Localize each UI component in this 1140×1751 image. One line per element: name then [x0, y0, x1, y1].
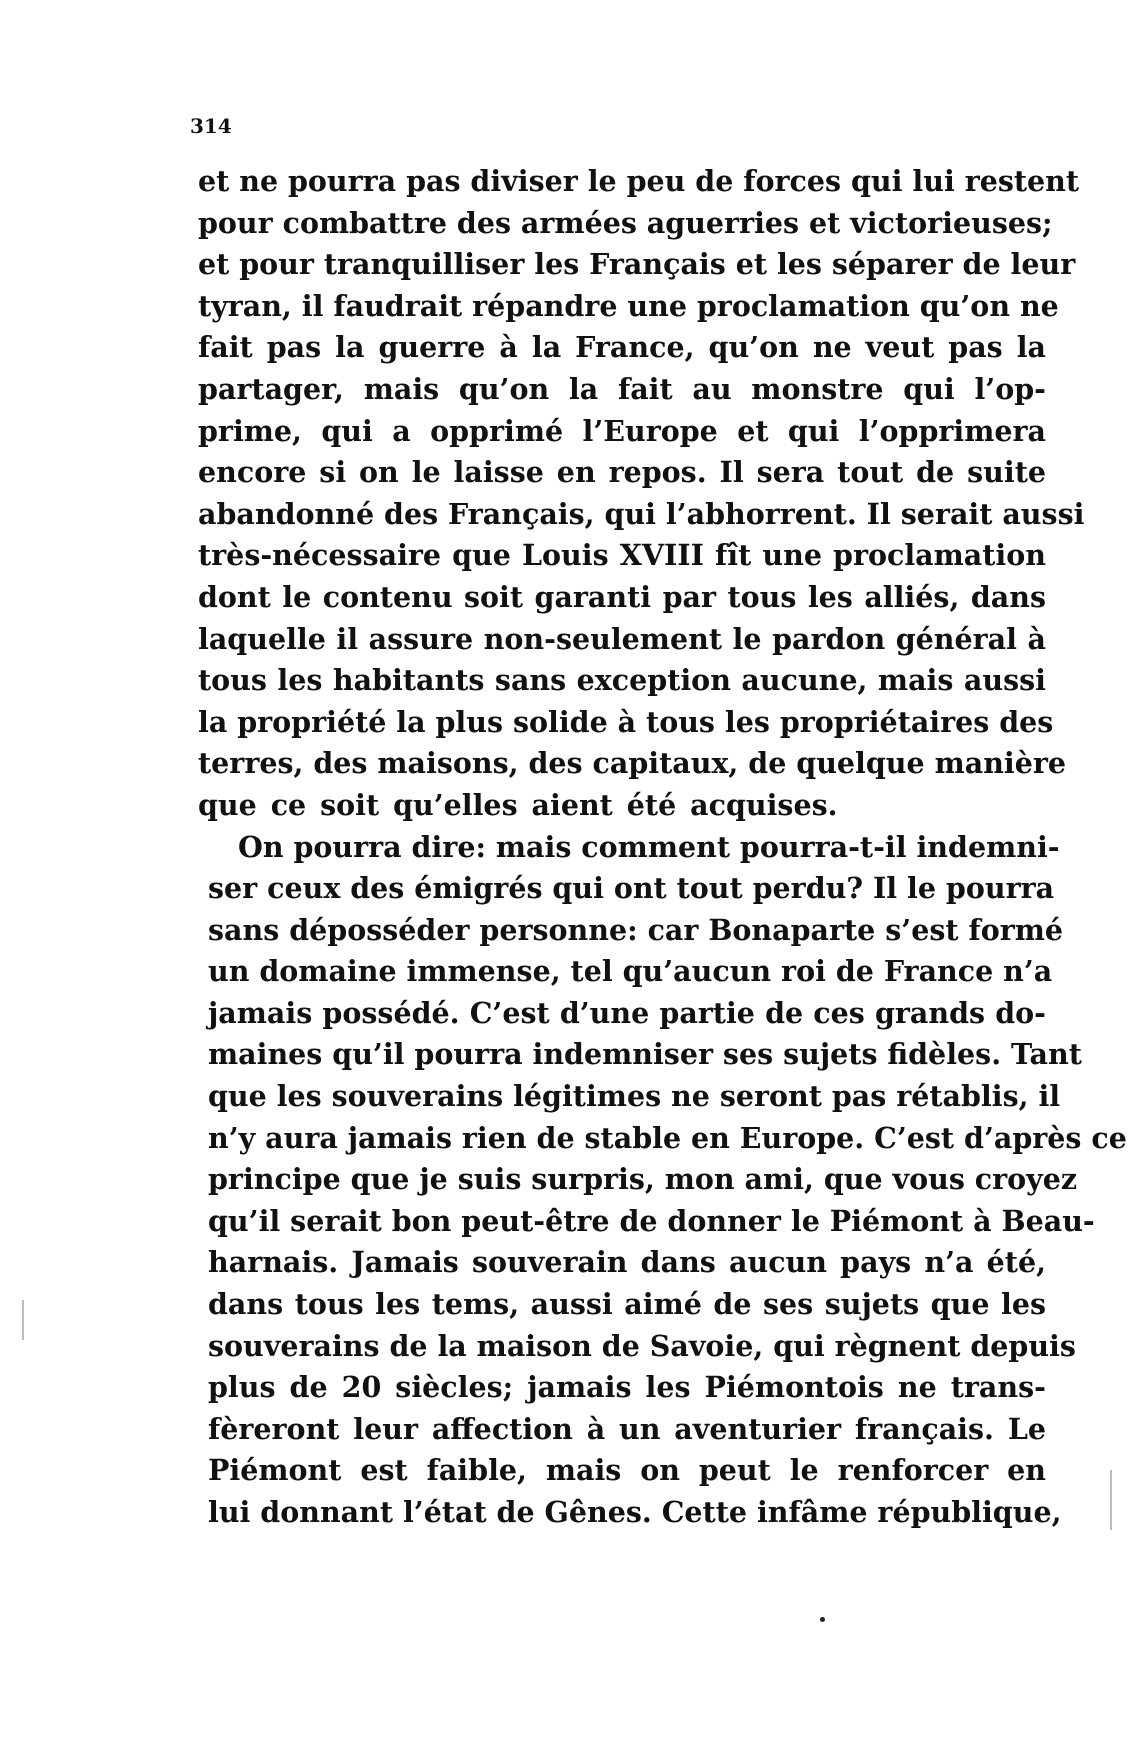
- text-line: principe que je suis surpris, mon ami, que vous croyez: [208, 1162, 1078, 1197]
- text-line: dont le contenu soit garanti par tous les alliés, dans: [198, 579, 1046, 614]
- text-line: partager, mais qu’on la fait au monstre qui l’op-: [198, 371, 1046, 406]
- text-line: maines qu’il pourra indemniser ses sujets fidèles. Tant: [208, 1037, 1082, 1072]
- text-line: prime, qui a opprimé l’Europe et qui l’opprimera: [198, 413, 1046, 448]
- text-line: qu’il serait bon peut-être de donner le Piémont à Beau-: [208, 1203, 1095, 1238]
- paragraph-start-line: On pourra dire: mais comment pourra-t-il indemni-: [238, 829, 1060, 864]
- text-line: que les souverains légitimes ne seront pas rétablis, il: [208, 1079, 1061, 1114]
- text-line: abandonné des Français, qui l’abhorrent. Il serait aussi: [198, 496, 1085, 531]
- text-line: un domaine immense, tel qu’aucun roi de France n’a: [208, 954, 1053, 989]
- text-line: dans tous les tems, aussi aimé de ses sujets que les: [208, 1287, 1046, 1322]
- text-line: n’y aura jamais rien de stable en Europe. C’est d’après ce: [208, 1120, 1127, 1155]
- text-line: tous les habitants sans exception aucune, mais aussi: [198, 663, 1046, 698]
- text-line: la propriété la plus solide à tous les propriétaires des: [198, 704, 1054, 739]
- body-text: [198, 161, 1127, 1534]
- text-line: Piémont est faible, mais on peut le renforcer en: [208, 1453, 1046, 1488]
- text-line: lui donnant l’état de Gênes. Cette infâme république,: [208, 1495, 1062, 1529]
- gutter-mark: [1110, 1470, 1112, 1530]
- paragraph-end-line: que ce soit qu’elles aient été acquises.: [198, 787, 838, 822]
- text-line: plus de 20 siècles; jamais les Piémontois ne trans-: [208, 1370, 1046, 1405]
- text-line: très-nécessaire que Louis XVIII fît une proclamation: [198, 538, 1046, 573]
- page-number: 314: [190, 114, 232, 138]
- text-line: souverains de la maison de Savoie, qui règnent depuis: [208, 1328, 1076, 1363]
- text-line: terres, des maisons, des capitaux, de quelque manière: [198, 746, 1067, 781]
- ink-speck: [820, 1617, 825, 1622]
- text-line: et ne pourra pas diviser le peu de forces qui lui restent: [198, 164, 1080, 198]
- text-line: jamais possédé. C’est d’une partie de ces grands do-: [208, 995, 1046, 1030]
- text-line: fait pas la guerre à la France, qu’on ne veut pas la: [198, 330, 1046, 365]
- text-line: harnais. Jamais souverain dans aucun pays n’a été,: [208, 1245, 1046, 1280]
- text-line: pour combattre des armées aguerries et victorieuses;: [198, 205, 1053, 240]
- text-line: fèreront leur affection à un aventurier français. Le: [208, 1411, 1046, 1446]
- text-line: ser ceux des émigrés qui ont tout perdu? Il le pourra: [208, 871, 1055, 906]
- text-line: sans déposséder personne: car Bonaparte s’est formé: [208, 912, 1064, 947]
- text-line: encore si on le laisse en repos. Il sera tout de suite: [198, 455, 1046, 490]
- text-line: tyran, il faudrait répandre une proclamation qu’on ne: [198, 288, 1059, 323]
- text-line: et pour tranquilliser les Français et les séparer de leur: [198, 247, 1076, 282]
- text-line: laquelle il assure non-seulement le pardon général à: [198, 621, 1046, 656]
- gutter-mark: [22, 1300, 24, 1340]
